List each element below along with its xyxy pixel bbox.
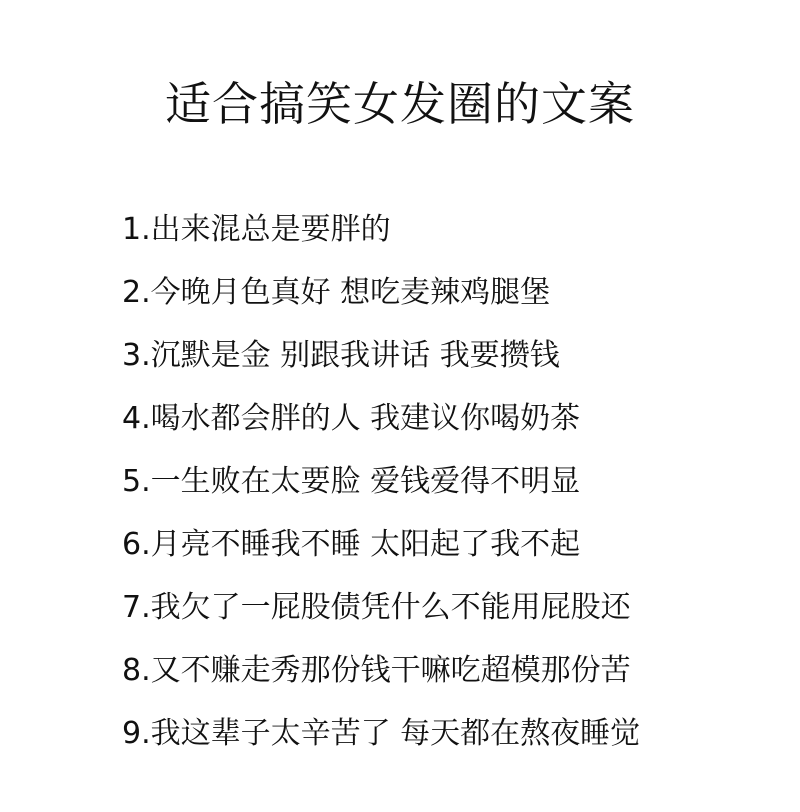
list-item: 1.出来混总是要胖的 bbox=[122, 212, 391, 247]
list-item: 4.喝水都会胖的人 我建议你喝奶茶 bbox=[122, 401, 581, 436]
caption-list bbox=[122, 198, 702, 765]
list-item: 2.今晚月色真好 想吃麦辣鸡腿堡 bbox=[122, 275, 551, 310]
list-item: 8.又不赚走秀那份钱干嘛吃超模那份苦 bbox=[122, 653, 631, 688]
list-item: 9.我这辈子太辛苦了 每天都在熬夜睡觉 bbox=[122, 716, 641, 751]
list-item: 5.一生败在太要脸 爱钱爱得不明显 bbox=[122, 464, 581, 499]
page-title: 适合搞笑女发圈的文案 bbox=[165, 77, 635, 131]
list-item: 3.沉默是金 别跟我讲话 我要攒钱 bbox=[122, 338, 560, 373]
list-item: 6.月亮不睡我不睡 太阳起了我不起 bbox=[122, 527, 581, 562]
list-item: 7.我欠了一屁股债凭什么不能用屁股还 bbox=[122, 590, 631, 625]
